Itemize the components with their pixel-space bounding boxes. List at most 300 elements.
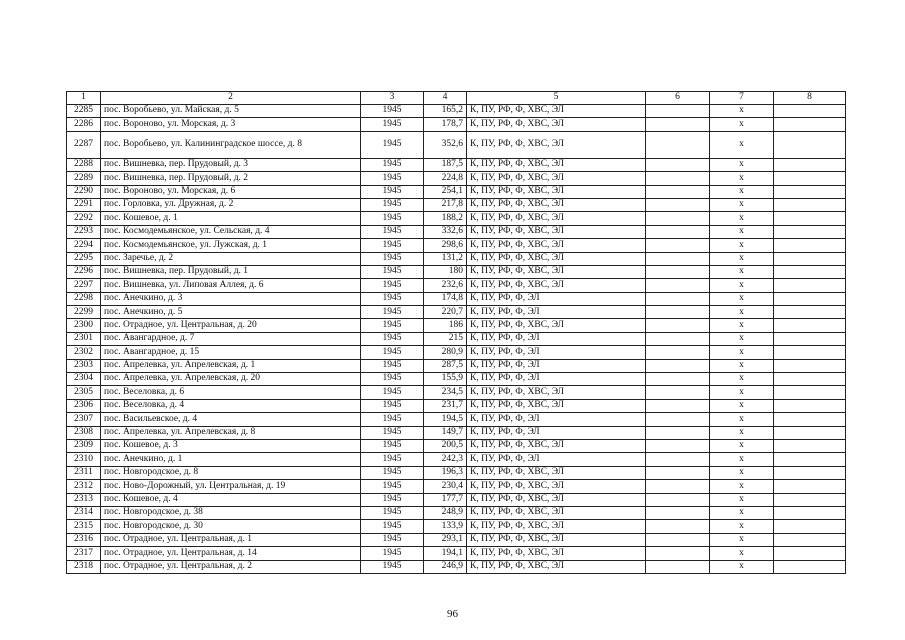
year-cell: 1945 bbox=[361, 533, 424, 546]
table-row bbox=[67, 158, 846, 171]
table-row bbox=[67, 185, 846, 198]
area-cell: 200,5 bbox=[424, 439, 467, 452]
table-row bbox=[67, 560, 846, 573]
column-6-cell bbox=[646, 426, 710, 439]
column-header-3: 3 bbox=[361, 92, 424, 105]
column-6-cell bbox=[646, 292, 710, 305]
area-cell: 133,9 bbox=[424, 520, 467, 533]
column-8-cell bbox=[774, 332, 846, 345]
area-cell: 287,5 bbox=[424, 359, 467, 372]
column-8-cell bbox=[774, 212, 846, 225]
column-6-cell bbox=[646, 480, 710, 493]
year-cell: 1945 bbox=[361, 560, 424, 573]
table-row bbox=[67, 426, 846, 439]
column-7-cell: х bbox=[710, 306, 774, 319]
area-cell: 194,1 bbox=[424, 547, 467, 560]
area-cell: 187,5 bbox=[424, 158, 467, 171]
area-cell: 231,7 bbox=[424, 399, 467, 412]
column-7-cell: х bbox=[710, 359, 774, 372]
address-cell: пос. Васильевское, д. 4 bbox=[101, 413, 361, 426]
column-6-cell bbox=[646, 332, 710, 345]
area-cell: 165,2 bbox=[424, 105, 467, 118]
area-cell: 230,4 bbox=[424, 480, 467, 493]
column-6-cell bbox=[646, 560, 710, 573]
address-cell: пос. Космодемьянское, ул. Сельская, д. 4 bbox=[101, 225, 361, 238]
row-number: 2310 bbox=[67, 453, 101, 466]
area-cell: 196,3 bbox=[424, 466, 467, 479]
address-cell: пос. Космодемьянское, ул. Лужская, д. 1 bbox=[101, 239, 361, 252]
utilities-cell: К, ПУ, РФ, Ф, ХВС, ЭЛ bbox=[467, 212, 646, 225]
column-7-cell: х bbox=[710, 185, 774, 198]
row-number: 2295 bbox=[67, 252, 101, 265]
column-6-cell bbox=[646, 131, 710, 158]
column-7-cell: х bbox=[710, 453, 774, 466]
row-number: 2299 bbox=[67, 306, 101, 319]
column-6-cell bbox=[646, 373, 710, 386]
address-cell: пос. Вишневка, пер. Прудовый, д. 3 bbox=[101, 158, 361, 171]
column-7-cell: х bbox=[710, 225, 774, 238]
table-body bbox=[67, 105, 846, 574]
address-cell: пос. Ново-Дорожный, ул. Центральная, д. 19 bbox=[101, 480, 361, 493]
column-8-cell bbox=[774, 319, 846, 332]
year-cell: 1945 bbox=[361, 439, 424, 452]
row-number: 2287 bbox=[67, 131, 101, 158]
table-row bbox=[67, 506, 846, 519]
utilities-cell: К, ПУ, РФ, Ф, ЭЛ bbox=[467, 426, 646, 439]
table-row bbox=[67, 439, 846, 452]
table-row bbox=[67, 225, 846, 238]
table-row bbox=[67, 332, 846, 345]
column-6-cell bbox=[646, 239, 710, 252]
utilities-cell: К, ПУ, РФ, Ф, ЭЛ bbox=[467, 359, 646, 372]
column-8-cell bbox=[774, 399, 846, 412]
row-number: 2318 bbox=[67, 560, 101, 573]
table-row bbox=[67, 319, 846, 332]
address-cell: пос. Апрелевка, ул. Апрелевская, д. 20 bbox=[101, 373, 361, 386]
table-row bbox=[67, 292, 846, 305]
column-header-6: 6 bbox=[646, 92, 710, 105]
column-6-cell bbox=[646, 172, 710, 185]
utilities-cell: К, ПУ, РФ, Ф, ХВС, ЭЛ bbox=[467, 493, 646, 506]
column-7-cell: х bbox=[710, 560, 774, 573]
address-cell: пос. Вишневка, пер. Прудовый, д. 2 bbox=[101, 172, 361, 185]
column-7-cell: х bbox=[710, 506, 774, 519]
row-number: 2303 bbox=[67, 359, 101, 372]
utilities-cell: К, ПУ, РФ, Ф, ХВС, ЭЛ bbox=[467, 520, 646, 533]
column-7-cell: х bbox=[710, 480, 774, 493]
column-6-cell bbox=[646, 413, 710, 426]
utilities-cell: К, ПУ, РФ, Ф, ХВС, ЭЛ bbox=[467, 506, 646, 519]
column-6-cell bbox=[646, 493, 710, 506]
table-row bbox=[67, 547, 846, 560]
column-8-cell bbox=[774, 225, 846, 238]
row-number: 2304 bbox=[67, 373, 101, 386]
address-cell: пос. Отрадное, ул. Центральная, д. 14 bbox=[101, 547, 361, 560]
table-row bbox=[67, 399, 846, 412]
area-cell: 224,8 bbox=[424, 172, 467, 185]
utilities-cell: К, ПУ, РФ, Ф, ХВС, ЭЛ bbox=[467, 225, 646, 238]
address-cell: пос. Воробьево, ул. Майская, д. 5 bbox=[101, 105, 361, 118]
column-6-cell bbox=[646, 520, 710, 533]
area-cell: 332,6 bbox=[424, 225, 467, 238]
row-number: 2300 bbox=[67, 319, 101, 332]
column-7-cell: х bbox=[710, 279, 774, 292]
utilities-cell: К, ПУ, РФ, Ф, ЭЛ bbox=[467, 453, 646, 466]
column-6-cell bbox=[646, 533, 710, 546]
address-cell: пос. Новгородское, д. 30 bbox=[101, 520, 361, 533]
column-header-2: 2 bbox=[101, 92, 361, 105]
utilities-cell: К, ПУ, РФ, Ф, ЭЛ bbox=[467, 292, 646, 305]
utilities-cell: К, ПУ, РФ, Ф, ХВС, ЭЛ bbox=[467, 439, 646, 452]
row-number: 2317 bbox=[67, 547, 101, 560]
year-cell: 1945 bbox=[361, 319, 424, 332]
column-7-cell: х bbox=[710, 426, 774, 439]
column-header-4: 4 bbox=[424, 92, 467, 105]
utilities-cell: К, ПУ, РФ, Ф, ХВС, ЭЛ bbox=[467, 118, 646, 131]
column-8-cell bbox=[774, 198, 846, 211]
table-row bbox=[67, 493, 846, 506]
table-row bbox=[67, 453, 846, 466]
utilities-cell: К, ПУ, РФ, Ф, ХВС, ЭЛ bbox=[467, 466, 646, 479]
column-8-cell bbox=[774, 131, 846, 158]
year-cell: 1945 bbox=[361, 386, 424, 399]
utilities-cell: К, ПУ, РФ, Ф, ХВС, ЭЛ bbox=[467, 105, 646, 118]
area-cell: 234,5 bbox=[424, 386, 467, 399]
table-row bbox=[67, 413, 846, 426]
table-row bbox=[67, 239, 846, 252]
year-cell: 1945 bbox=[361, 466, 424, 479]
column-6-cell bbox=[646, 198, 710, 211]
table-row bbox=[67, 105, 846, 118]
address-cell: пос. Анечкино, д. 5 bbox=[101, 306, 361, 319]
column-6-cell bbox=[646, 306, 710, 319]
utilities-cell: К, ПУ, РФ, Ф, ХВС, ЭЛ bbox=[467, 131, 646, 158]
area-cell: 215 bbox=[424, 332, 467, 345]
table-row bbox=[67, 533, 846, 546]
row-number: 2292 bbox=[67, 212, 101, 225]
column-8-cell bbox=[774, 158, 846, 171]
column-header-1: 1 bbox=[67, 92, 101, 105]
address-cell: пос. Отрадное, ул. Центральная, д. 2 bbox=[101, 560, 361, 573]
column-8-cell bbox=[774, 306, 846, 319]
column-7-cell: х bbox=[710, 131, 774, 158]
year-cell: 1945 bbox=[361, 185, 424, 198]
year-cell: 1945 bbox=[361, 172, 424, 185]
column-8-cell bbox=[774, 172, 846, 185]
year-cell: 1945 bbox=[361, 453, 424, 466]
address-cell: пос. Воробьево, ул. Калининградское шоссе, д. 8 bbox=[101, 131, 361, 158]
utilities-cell: К, ПУ, РФ, Ф, ХВС, ЭЛ bbox=[467, 480, 646, 493]
column-8-cell bbox=[774, 279, 846, 292]
area-cell: 155,9 bbox=[424, 373, 467, 386]
address-cell: пос. Анечкино, д. 3 bbox=[101, 292, 361, 305]
table-row bbox=[67, 306, 846, 319]
year-cell: 1945 bbox=[361, 346, 424, 359]
area-cell: 188,2 bbox=[424, 212, 467, 225]
column-8-cell bbox=[774, 292, 846, 305]
area-cell: 246,9 bbox=[424, 560, 467, 573]
column-7-cell: х bbox=[710, 547, 774, 560]
address-cell: пос. Вишневка, ул. Липовая Аллея, д. 6 bbox=[101, 279, 361, 292]
column-8-cell bbox=[774, 466, 846, 479]
address-cell: пос. Кошевое, д. 1 bbox=[101, 212, 361, 225]
column-6-cell bbox=[646, 547, 710, 560]
utilities-cell: К, ПУ, РФ, Ф, ХВС, ЭЛ bbox=[467, 265, 646, 278]
utilities-cell: К, ПУ, РФ, Ф, ХВС, ЭЛ bbox=[467, 279, 646, 292]
address-cell: пос. Вишневка, пер. Прудовый, д. 1 bbox=[101, 265, 361, 278]
table-row bbox=[67, 346, 846, 359]
row-number: 2309 bbox=[67, 439, 101, 452]
column-7-cell: х bbox=[710, 198, 774, 211]
column-6-cell bbox=[646, 386, 710, 399]
table-row bbox=[67, 480, 846, 493]
column-7-cell: х bbox=[710, 118, 774, 131]
year-cell: 1945 bbox=[361, 426, 424, 439]
column-8-cell bbox=[774, 185, 846, 198]
table-row bbox=[67, 373, 846, 386]
column-8-cell bbox=[774, 265, 846, 278]
column-6-cell bbox=[646, 359, 710, 372]
area-cell: 220,7 bbox=[424, 306, 467, 319]
column-8-cell bbox=[774, 105, 846, 118]
column-7-cell: х bbox=[710, 439, 774, 452]
table-row bbox=[67, 252, 846, 265]
year-cell: 1945 bbox=[361, 105, 424, 118]
column-7-cell: х bbox=[710, 493, 774, 506]
column-8-cell bbox=[774, 480, 846, 493]
column-6-cell bbox=[646, 225, 710, 238]
utilities-cell: К, ПУ, РФ, Ф, ХВС, ЭЛ bbox=[467, 252, 646, 265]
table-row bbox=[67, 520, 846, 533]
column-7-cell: х bbox=[710, 399, 774, 412]
column-8-cell bbox=[774, 439, 846, 452]
address-cell: пос. Вороново, ул. Морская, д. 6 bbox=[101, 185, 361, 198]
table-row bbox=[67, 386, 846, 399]
utilities-cell: К, ПУ, РФ, Ф, ЭЛ bbox=[467, 306, 646, 319]
column-7-cell: х bbox=[710, 533, 774, 546]
column-8-cell bbox=[774, 560, 846, 573]
header-row bbox=[67, 92, 846, 105]
utilities-cell: К, ПУ, РФ, Ф, ЭЛ bbox=[467, 413, 646, 426]
row-number: 2306 bbox=[67, 399, 101, 412]
table-row bbox=[67, 131, 846, 158]
address-cell: пос. Горловка, ул. Дружная, д. 2 bbox=[101, 198, 361, 211]
area-cell: 242,3 bbox=[424, 453, 467, 466]
column-6-cell bbox=[646, 212, 710, 225]
row-number: 2291 bbox=[67, 198, 101, 211]
row-number: 2289 bbox=[67, 172, 101, 185]
area-cell: 298,6 bbox=[424, 239, 467, 252]
area-cell: 174,8 bbox=[424, 292, 467, 305]
utilities-cell: К, ПУ, РФ, Ф, ХВС, ЭЛ bbox=[467, 533, 646, 546]
year-cell: 1945 bbox=[361, 520, 424, 533]
row-number: 2315 bbox=[67, 520, 101, 533]
column-header-8: 8 bbox=[774, 92, 846, 105]
year-cell: 1945 bbox=[361, 212, 424, 225]
utilities-cell: К, ПУ, РФ, Ф, ЭЛ bbox=[467, 373, 646, 386]
column-6-cell bbox=[646, 185, 710, 198]
address-cell: пос. Кошевое, д. 3 bbox=[101, 439, 361, 452]
area-cell: 280,9 bbox=[424, 346, 467, 359]
column-8-cell bbox=[774, 252, 846, 265]
year-cell: 1945 bbox=[361, 506, 424, 519]
column-6-cell bbox=[646, 265, 710, 278]
area-cell: 232,6 bbox=[424, 279, 467, 292]
year-cell: 1945 bbox=[361, 239, 424, 252]
address-cell: пос. Отрадное, ул. Центральная, д. 1 bbox=[101, 533, 361, 546]
column-7-cell: х bbox=[710, 346, 774, 359]
table-row bbox=[67, 118, 846, 131]
area-cell: 131,2 bbox=[424, 252, 467, 265]
column-8-cell bbox=[774, 453, 846, 466]
table-row bbox=[67, 198, 846, 211]
area-cell: 180 bbox=[424, 265, 467, 278]
column-6-cell bbox=[646, 118, 710, 131]
column-8-cell bbox=[774, 359, 846, 372]
row-number: 2316 bbox=[67, 533, 101, 546]
area-cell: 254,1 bbox=[424, 185, 467, 198]
utilities-cell: К, ПУ, РФ, Ф, ХВС, ЭЛ bbox=[467, 386, 646, 399]
column-8-cell bbox=[774, 493, 846, 506]
column-6-cell bbox=[646, 319, 710, 332]
column-7-cell: х bbox=[710, 466, 774, 479]
row-number: 2302 bbox=[67, 346, 101, 359]
area-cell: 248,9 bbox=[424, 506, 467, 519]
column-6-cell bbox=[646, 158, 710, 171]
year-cell: 1945 bbox=[361, 292, 424, 305]
page-number: 96 bbox=[447, 608, 458, 620]
column-8-cell bbox=[774, 426, 846, 439]
row-number: 2301 bbox=[67, 332, 101, 345]
utilities-cell: К, ПУ, РФ, Ф, ХВС, ЭЛ bbox=[467, 319, 646, 332]
row-number: 2285 bbox=[67, 105, 101, 118]
utilities-cell: К, ПУ, РФ, Ф, ХВС, ЭЛ bbox=[467, 185, 646, 198]
row-number: 2297 bbox=[67, 279, 101, 292]
utilities-cell: К, ПУ, РФ, Ф, ЭЛ bbox=[467, 346, 646, 359]
address-cell: пос. Анечкино, д. 1 bbox=[101, 453, 361, 466]
column-8-cell bbox=[774, 373, 846, 386]
year-cell: 1945 bbox=[361, 118, 424, 131]
area-cell: 293,1 bbox=[424, 533, 467, 546]
row-number: 2298 bbox=[67, 292, 101, 305]
address-cell: пос. Апрелевка, ул. Апрелевская, д. 1 bbox=[101, 359, 361, 372]
column-7-cell: х bbox=[710, 373, 774, 386]
area-cell: 217,8 bbox=[424, 198, 467, 211]
column-7-cell: х bbox=[710, 252, 774, 265]
utilities-cell: К, ПУ, РФ, Ф, ХВС, ЭЛ bbox=[467, 172, 646, 185]
column-7-cell: х bbox=[710, 386, 774, 399]
column-8-cell bbox=[774, 413, 846, 426]
column-7-cell: х bbox=[710, 520, 774, 533]
column-7-cell: х bbox=[710, 265, 774, 278]
year-cell: 1945 bbox=[361, 413, 424, 426]
address-cell: пос. Новгородское, д. 8 bbox=[101, 466, 361, 479]
year-cell: 1945 bbox=[361, 373, 424, 386]
row-number: 2296 bbox=[67, 265, 101, 278]
column-8-cell bbox=[774, 506, 846, 519]
column-7-cell: х bbox=[710, 239, 774, 252]
column-6-cell bbox=[646, 506, 710, 519]
address-cell: пос. Веселовка, д. 4 bbox=[101, 399, 361, 412]
address-cell: пос. Авангардное, д. 7 bbox=[101, 332, 361, 345]
column-8-cell bbox=[774, 520, 846, 533]
year-cell: 1945 bbox=[361, 493, 424, 506]
column-6-cell bbox=[646, 105, 710, 118]
address-cell: пос. Веселовка, д. 6 bbox=[101, 386, 361, 399]
year-cell: 1945 bbox=[361, 359, 424, 372]
area-cell: 352,6 bbox=[424, 131, 467, 158]
year-cell: 1945 bbox=[361, 332, 424, 345]
column-6-cell bbox=[646, 466, 710, 479]
column-8-cell bbox=[774, 118, 846, 131]
utilities-cell: К, ПУ, РФ, Ф, ХВС, ЭЛ bbox=[467, 560, 646, 573]
row-number: 2305 bbox=[67, 386, 101, 399]
registry-table bbox=[66, 91, 846, 574]
table-row bbox=[67, 212, 846, 225]
column-8-cell bbox=[774, 239, 846, 252]
column-8-cell bbox=[774, 386, 846, 399]
year-cell: 1945 bbox=[361, 225, 424, 238]
address-cell: пос. Заречье, д. 2 bbox=[101, 252, 361, 265]
row-number: 2294 bbox=[67, 239, 101, 252]
year-cell: 1945 bbox=[361, 265, 424, 278]
table-row bbox=[67, 359, 846, 372]
column-7-cell: х bbox=[710, 105, 774, 118]
year-cell: 1945 bbox=[361, 198, 424, 211]
address-cell: пос. Отрадное, ул. Центральная, д. 20 bbox=[101, 319, 361, 332]
row-number: 2290 bbox=[67, 185, 101, 198]
row-number: 2313 bbox=[67, 493, 101, 506]
table-row bbox=[67, 466, 846, 479]
column-7-cell: х bbox=[710, 332, 774, 345]
column-8-cell bbox=[774, 346, 846, 359]
year-cell: 1945 bbox=[361, 547, 424, 560]
column-6-cell bbox=[646, 252, 710, 265]
row-number: 2311 bbox=[67, 466, 101, 479]
area-cell: 194,5 bbox=[424, 413, 467, 426]
address-cell: пос. Новгородское, д. 38 bbox=[101, 506, 361, 519]
address-cell: пос. Кошевое, д. 4 bbox=[101, 493, 361, 506]
year-cell: 1945 bbox=[361, 158, 424, 171]
utilities-cell: К, ПУ, РФ, Ф, ХВС, ЭЛ bbox=[467, 399, 646, 412]
column-6-cell bbox=[646, 453, 710, 466]
year-cell: 1945 bbox=[361, 279, 424, 292]
table-row bbox=[67, 265, 846, 278]
column-6-cell bbox=[646, 399, 710, 412]
row-number: 2288 bbox=[67, 158, 101, 171]
column-header-7: 7 bbox=[710, 92, 774, 105]
area-cell: 177,7 bbox=[424, 493, 467, 506]
column-header-5: 5 bbox=[467, 92, 646, 105]
address-cell: пос. Апрелевка, ул. Апрелевская, д. 8 bbox=[101, 426, 361, 439]
row-number: 2312 bbox=[67, 480, 101, 493]
year-cell: 1945 bbox=[361, 252, 424, 265]
year-cell: 1945 bbox=[361, 480, 424, 493]
table-row bbox=[67, 172, 846, 185]
area-cell: 186 bbox=[424, 319, 467, 332]
row-number: 2314 bbox=[67, 506, 101, 519]
column-6-cell bbox=[646, 279, 710, 292]
utilities-cell: К, ПУ, РФ, Ф, ХВС, ЭЛ bbox=[467, 239, 646, 252]
column-7-cell: х bbox=[710, 292, 774, 305]
utilities-cell: К, ПУ, РФ, Ф, ХВС, ЭЛ bbox=[467, 547, 646, 560]
row-number: 2307 bbox=[67, 413, 101, 426]
utilities-cell: К, ПУ, РФ, Ф, ХВС, ЭЛ bbox=[467, 198, 646, 211]
year-cell: 1945 bbox=[361, 399, 424, 412]
column-8-cell bbox=[774, 547, 846, 560]
area-cell: 178,7 bbox=[424, 118, 467, 131]
address-cell: пос. Вороново, ул. Морская, д. 3 bbox=[101, 118, 361, 131]
